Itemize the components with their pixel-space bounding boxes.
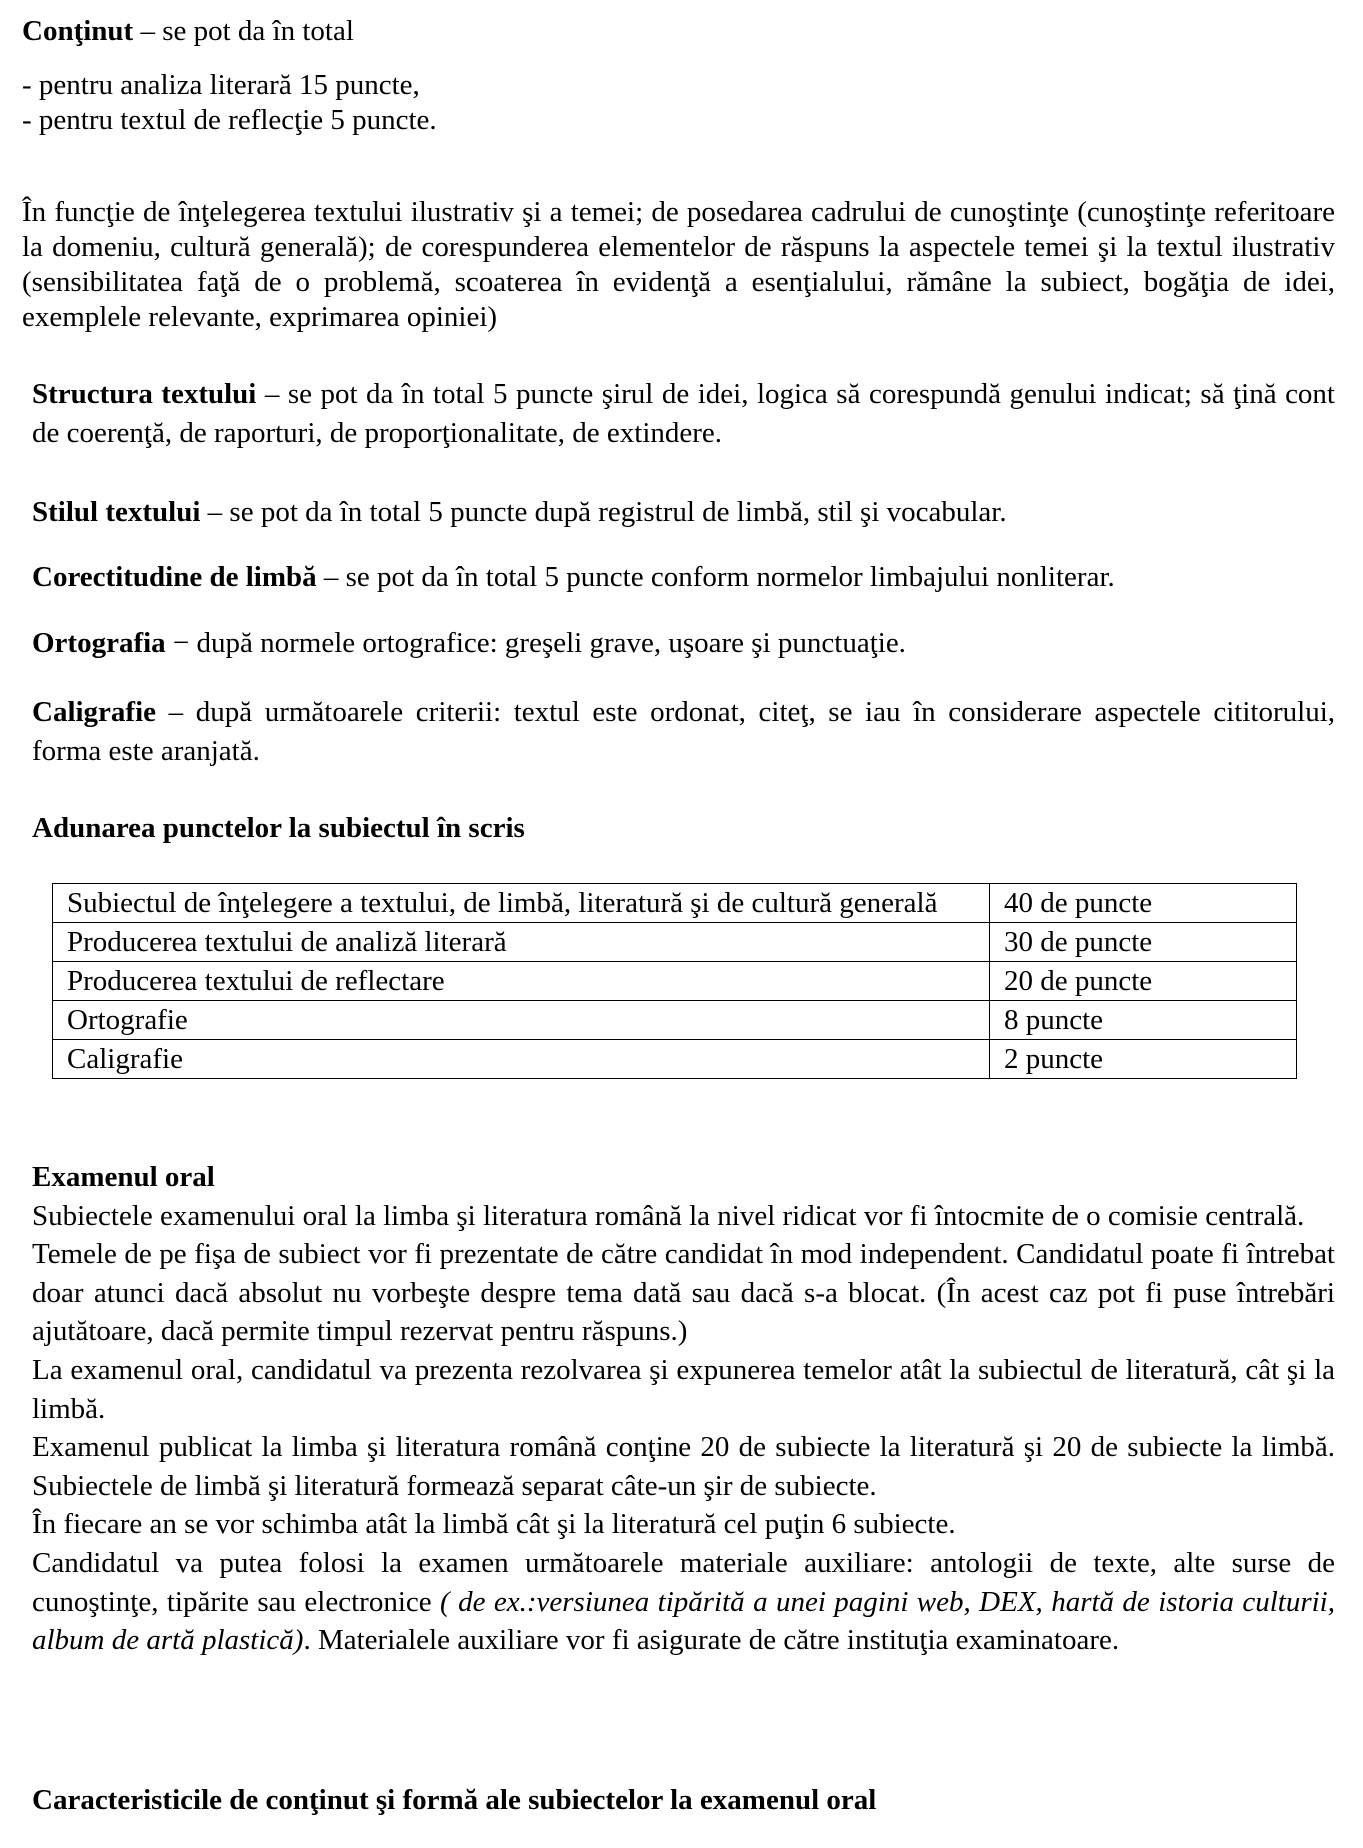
- stilul-paragraph: [32, 495, 1335, 530]
- adunarea-heading-text: Adunarea punctelor la subiectul în scris: [32, 812, 525, 844]
- ortografia-text: − după normele ortografice: greşeli grave, uşoare şi punctuaţie.: [165, 627, 906, 659]
- caracteristici-heading: [32, 1783, 1335, 1818]
- continut-paragraph: În funcţie de înţelegerea textului ilustrativ şi a temei; de posedarea cadrului de cunoştinţe (cunoştinţe referitoare la domeniu, cultură generală); de corespunderea elementelor de răspuns la aspectele temei şi la textul ilustrativ (sensibilitatea faţă de o problemă, scoaterea în evidenţă a esenţialului, rămâne la subiect, bogăţia de idei, exemplele relevante, exprimarea opiniei): [22, 196, 1335, 333]
- corectitudine-text: – se pot da în total 5 puncte conform normelor limbajului nonliterar.: [316, 561, 1115, 593]
- oral-p6-start: Candidatul va putea folosi la examen următoarele materiale auxiliare: antologii de texte, alte surse de cunoştinţe, tipărite sau electronice: [32, 1546, 1335, 1618]
- corectitudine-paragraph: [32, 560, 1335, 595]
- table-row: [53, 962, 1297, 1001]
- oral-paragraph-5: În fiecare an se vor schimba atât la limbă cât şi la literatură cel puţin 6 subiecte.: [32, 1508, 956, 1541]
- table-cell-points: 8 puncte: [990, 1001, 1297, 1040]
- oral-heading-text: Examenul oral: [32, 1161, 215, 1193]
- table-cell-points: 40 de puncte: [990, 884, 1297, 923]
- table-row: [53, 884, 1297, 923]
- table-row: [53, 923, 1297, 962]
- table-cell-item: Producerea textului de analiză literară: [53, 923, 990, 962]
- oral-heading: [32, 1158, 1335, 1197]
- structura-paragraph: [32, 375, 1335, 453]
- table-cell-points: 2 puncte: [990, 1040, 1297, 1079]
- caligrafie-paragraph: [32, 693, 1335, 771]
- stilul-label: Stilul textului: [32, 496, 201, 528]
- continut-item: - pentru analiza literară 15 puncte,: [22, 69, 420, 101]
- caracteristici-heading-text: Caracteristicile de conţinut şi formă ale subiectelor la examenul oral: [32, 1784, 877, 1816]
- caligrafie-label: Caligrafie: [32, 696, 157, 728]
- ortografia-label: Ortografia: [32, 627, 166, 659]
- table-cell-points: 20 de puncte: [990, 962, 1297, 1001]
- adunarea-heading: [32, 811, 1335, 846]
- continut-item: - pentru textul de reflecţie 5 puncte.: [22, 104, 437, 136]
- oral-paragraph-6: [32, 1544, 1335, 1660]
- oral-p6-end: . Materialele auxiliare vor fi asigurate de către instituţia examinatoare.: [303, 1624, 1120, 1657]
- oral-paragraph-2: Temele de pe fişa de subiect vor fi prezentate de către candidat în mod independent. Candidatul poate fi întrebat doar atunci dacă absolut nu vorbeşte despre tema dată sau dacă s-a blocat. (În acest caz pot fi puse întrebări ajutătoare, dacă permite timpul rezervat pentru răspuns.): [32, 1238, 1335, 1348]
- continut-items: [22, 68, 1342, 138]
- structura-label: Structura textului: [32, 378, 257, 410]
- table-row: [53, 1040, 1297, 1079]
- oral-section: [32, 1158, 1335, 1660]
- continut-text: – se pot da în total: [133, 15, 354, 47]
- stilul-text: – se pot da în total 5 puncte după registrul de limbă, stil şi vocabular.: [200, 496, 1007, 528]
- continut-label: Conţinut: [22, 15, 134, 47]
- table-row: [53, 1001, 1297, 1040]
- table-cell-item: Subiectul de înţelegere a textului, de limbă, literatură şi de cultură generală: [53, 884, 990, 923]
- scores-table: [52, 883, 1297, 1079]
- oral-paragraph-4: Examenul publicat la limba şi literatura română conţine 20 de subiecte la literatură şi 20 de subiecte la limbă. Subiectele de limbă şi literatură formează separat câte-un şir de subiecte.: [32, 1431, 1335, 1502]
- structura-text: – se pot da în total 5 puncte şirul de idei, logica să corespundă genului indicat; să ţină cont de coerenţă, de raporturi, de proporţionalitate, de extindere.: [32, 378, 1335, 449]
- oral-paragraph-3: La examenul oral, candidatul va prezenta rezolvarea şi expunerea temelor atât la subiectul de literatură, cât şi la limbă.: [32, 1353, 1335, 1425]
- table-cell-item: Caligrafie: [53, 1040, 990, 1079]
- table-cell-item: Producerea textului de reflectare: [53, 962, 990, 1001]
- table-cell-item: Ortografie: [53, 1001, 990, 1040]
- table-cell-points: 30 de puncte: [990, 923, 1297, 962]
- continut-line: [22, 14, 1342, 49]
- caligrafie-text: – după următoarele criterii: textul este ordonat, citeţ, se iau în considerare aspectele cititorului, forma este aranjată.: [32, 696, 1335, 767]
- oral-paragraph-1: Subiectele examenului oral la limba şi literatura română la nivel ridicat vor fi întocmite de o comisie centrală.: [32, 1199, 1305, 1232]
- corectitudine-label: Corectitudine de limbă: [32, 561, 317, 593]
- ortografia-paragraph: [32, 626, 1335, 661]
- oral-p6-italic: ( de ex.:versiunea tipărită a unei pagini web, DEX, hartă de istoria culturii, album de artă plastică): [32, 1585, 1335, 1657]
